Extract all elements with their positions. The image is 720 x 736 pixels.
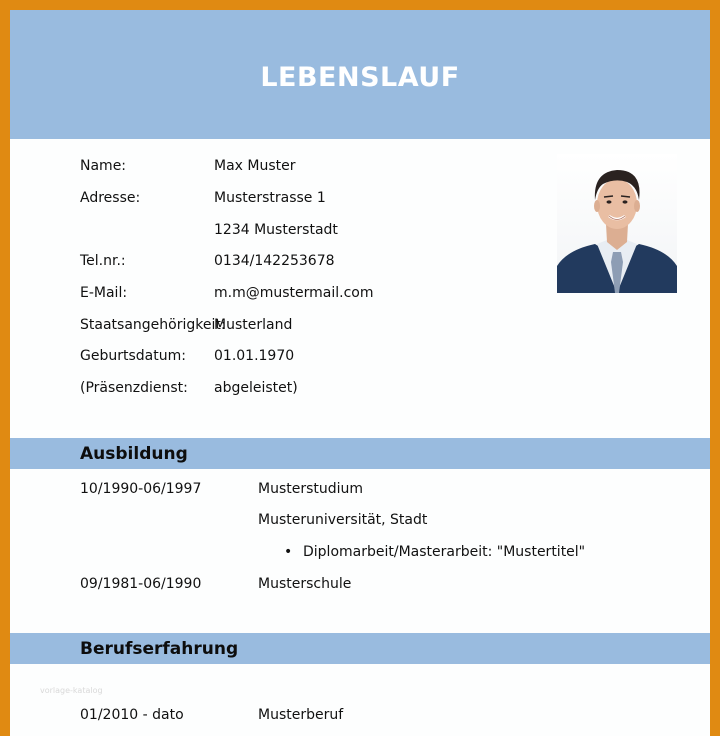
section-title: Ausbildung bbox=[80, 444, 188, 464]
field-label: (Präsenzdienst: bbox=[80, 380, 188, 396]
field-label: Name: bbox=[80, 158, 127, 174]
field-value: 01.01.1970 bbox=[214, 348, 295, 364]
field-value: Musterstrasse 1 bbox=[214, 190, 326, 206]
entry-text: Musteruniversität, Stadt bbox=[258, 512, 428, 528]
bullet-icon: • bbox=[284, 544, 293, 560]
field-value: Max Muster bbox=[214, 158, 296, 174]
watermark-text: vorlage-katalog bbox=[40, 686, 103, 695]
field-value: Musterland bbox=[214, 317, 293, 333]
entry-text: Musterschule bbox=[258, 576, 352, 592]
field-value: 1234 Musterstadt bbox=[214, 222, 338, 238]
field-value: abgeleistet) bbox=[214, 380, 298, 396]
date-range: 10/1990-06/1997 bbox=[80, 481, 202, 497]
field-label: Staatsangehörigkeit: bbox=[80, 317, 226, 333]
field-label: Geburtsdatum: bbox=[80, 348, 186, 364]
date-range: 09/1981-06/1990 bbox=[80, 576, 202, 592]
person-portrait-icon bbox=[557, 154, 677, 293]
field-label: Adresse: bbox=[80, 190, 141, 206]
cv-page bbox=[10, 10, 710, 736]
field-label: E-Mail: bbox=[80, 285, 128, 301]
date-range: 01/2010 - dato bbox=[80, 707, 184, 723]
header-banner bbox=[10, 10, 710, 139]
portrait-graphic bbox=[557, 154, 677, 293]
page-title: LEBENSLAUF bbox=[260, 62, 460, 93]
section-education-heading bbox=[10, 438, 710, 469]
entry-text: Diplomarbeit/Masterarbeit: "Mustertitel" bbox=[303, 544, 586, 560]
field-value: m.m@mustermail.com bbox=[214, 285, 374, 301]
section-experience-heading bbox=[10, 633, 710, 664]
entry-text: Musterstudium bbox=[258, 481, 364, 497]
entry-text: Musterberuf bbox=[258, 707, 344, 723]
field-label: Tel.nr.: bbox=[80, 253, 126, 269]
field-value: 0134/142253678 bbox=[214, 253, 335, 269]
section-title: Berufserfahrung bbox=[80, 639, 239, 659]
